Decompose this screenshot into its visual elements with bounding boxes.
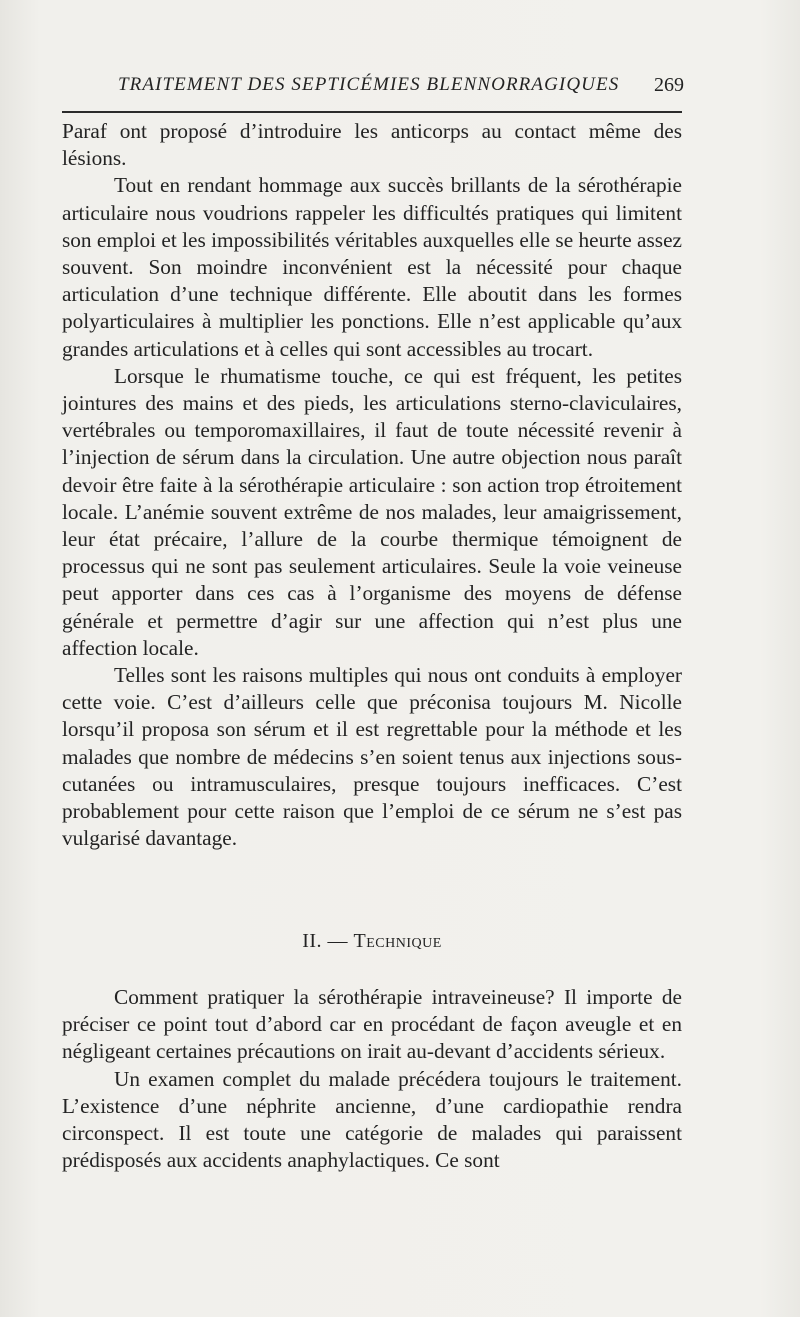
paragraph-2: Tout en rendant hommage aux succès brillants de la sérothérapie articulaire nous voudrions rappeler les difficultés pratiques qui limitent son emploi et les impossibilités véritables auxquelles elle se heurte assez souvent. Son moindre inconvénient est la nécessité pour chaque articulation d’une technique différente. Elle aboutit dans les formes polyarticulaires à multiplier les ponctions. Elle n’est applicable qu’aux grandes articulations et à celles qui sont accessibles au trocart. (62, 173, 682, 361)
body-text-section-2 (62, 984, 682, 1174)
section-heading (62, 930, 682, 953)
paragraph-4: Telles sont les raisons multiples qui nous ont conduits à employer cette voie. C’est d’ailleurs celle que préconisa toujours M. Nicolle lorsqu’il proposa son sérum et il est regrettable pour la méthode et les malades que nombre de médecins s’en soient tenus aux injections sous-cutanées ou intramusculaires, presque toujours inefficaces. C’est probablement pour cette raison que l’emploi de ce sérum ne s’est pas vulgarisé davantage. (62, 663, 682, 851)
page-number: 269 (654, 74, 684, 96)
body-text-section-1 (62, 118, 682, 852)
page-header (62, 72, 682, 106)
paragraph-3: Lorsque le rhumatisme touche, ce qui est fréquent, les petites jointures des mains et des pieds, les articulations sterno-claviculaires, vertébrales ou temporomaxillaires, il faut de toute nécessité revenir à l’injection de sérum dans la circulation. Une autre objection nous paraît devoir être faite à la sérothérapie articulaire : son action trop étroitement locale. L’anémie souvent extrême de nos malades, leur amaigrissement, leur état précaire, l’allure de la courbe thermique témoignent de processus qui ne sont pas seulement articulaires. Seule la voie veineuse peut apporter dans ces cas à l’organisme des moyens de défense générale et permettre d’agir sur une affection qui n’est plus une affection locale. (62, 363, 682, 660)
section-title: Technique (353, 930, 442, 952)
running-title: TRAITEMENT DES SEPTICÉMIES BLENNORRAGIQUES (118, 74, 620, 95)
paragraph-5: Comment pratiquer la sérothérapie intraveineuse? Il importe de préciser ce point tout d’abord car en procédant de façon aveugle et en négligeant certaines précautions on irait au-devant d’accidents sérieux. (62, 985, 682, 1064)
header-rule (62, 111, 682, 113)
paragraph-6: Un examen complet du malade précédera toujours le traitement. L’existence d’une néphrite ancienne, d’une cardiopathie rendra circonspect. Il est toute une catégorie de malades qui paraissent prédisposés aux accidents anaphylactiques. Ce sont (62, 1066, 682, 1173)
paragraph-1: Paraf ont proposé d’introduire les anticorps au contact même des lésions. (62, 119, 682, 171)
section-number: II. — (302, 930, 349, 952)
